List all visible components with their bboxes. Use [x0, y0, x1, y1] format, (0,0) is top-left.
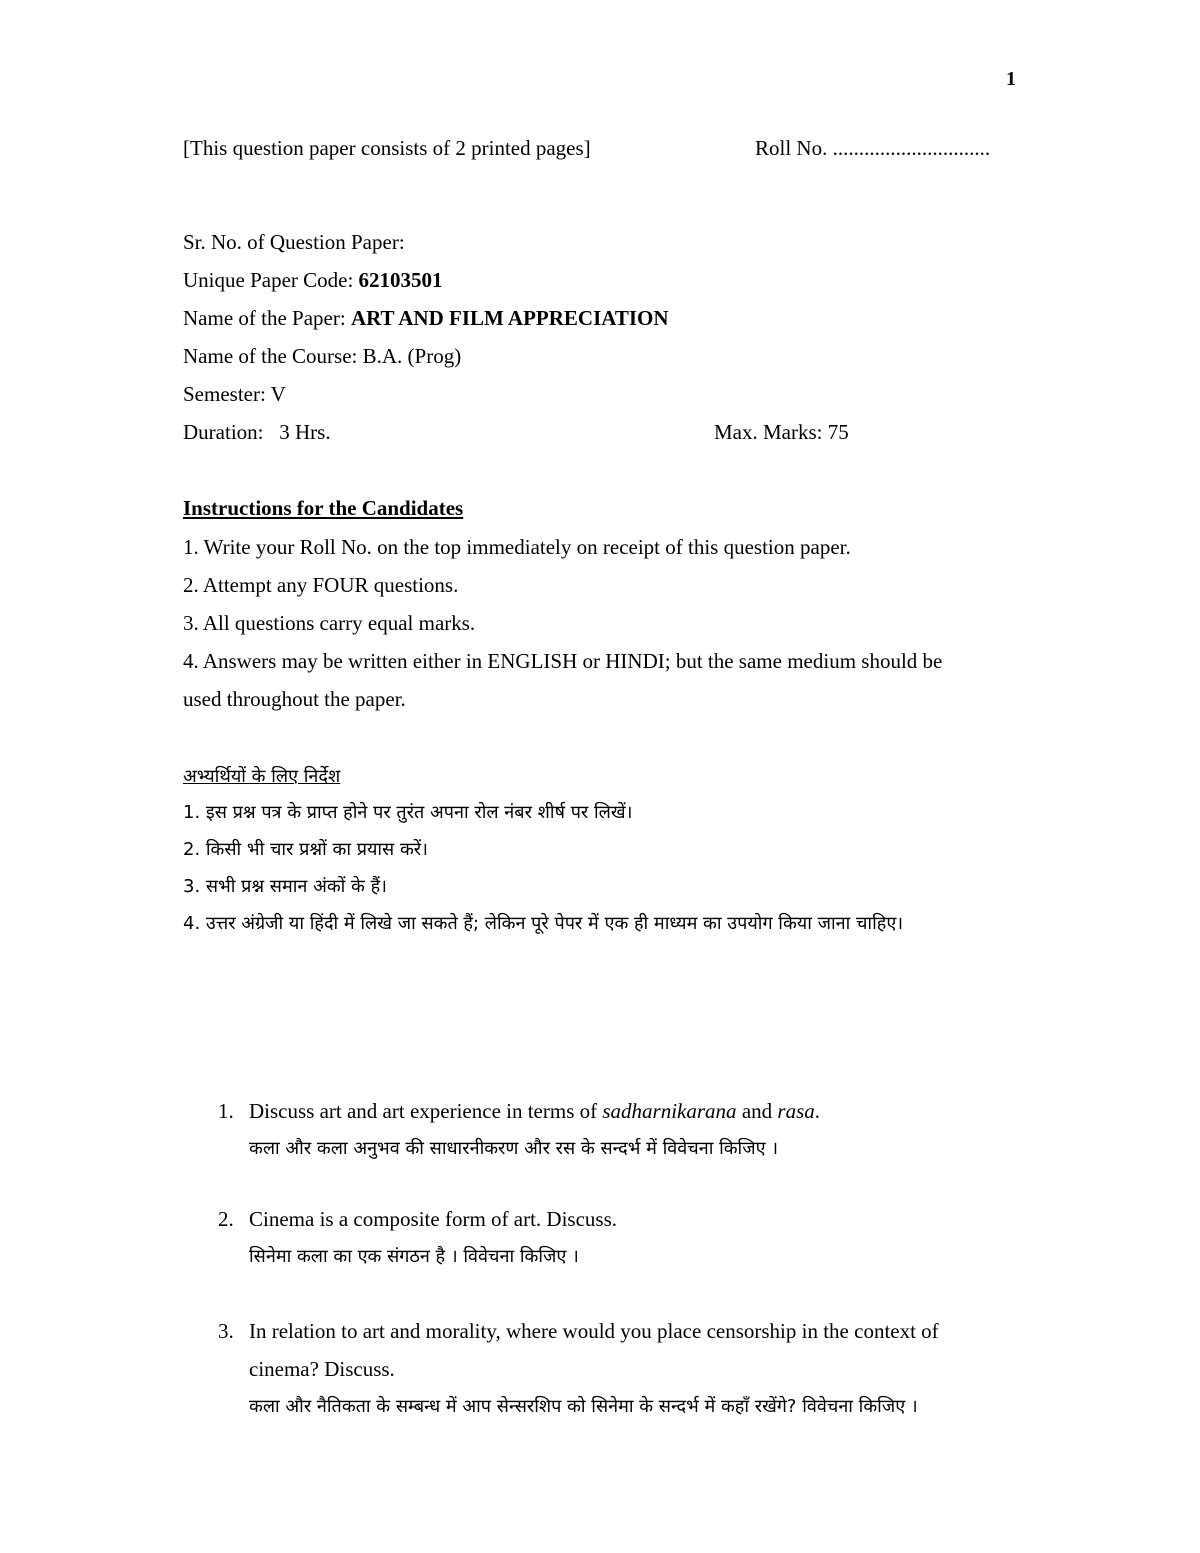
roll-no: Roll No. .............................. [755, 136, 991, 160]
paper-value: ART AND FILM APPRECIATION [350, 306, 669, 330]
question-3-en-line1: In relation to art and morality, where would you place censorship in the context of [249, 1319, 939, 1343]
question-1-number: 1. [218, 1099, 234, 1123]
upc-value: 62103501 [358, 268, 443, 292]
question-3-en-line2: cinema? Discuss. [249, 1357, 395, 1381]
semester: Semester: V [183, 382, 286, 406]
question-2-number: 2. [218, 1207, 234, 1231]
q1-term-sadharnikarana: sadharnikarana [602, 1099, 737, 1123]
question-1-hi: कला और कला अनुभव की साधारनीकरण और रस के सन्दर्भ में विवेचना किजिए । [249, 1138, 779, 1159]
instructions-heading-en: Instructions for the Candidates [183, 496, 464, 520]
q1-text-c: and [736, 1099, 778, 1123]
question-3-hi: कला और नैतिकता के सम्बन्ध में आप सेन्सरशिप को सिनेमा के सन्दर्भ में कहाँ रखेंगे? विवेचना किजिए । [249, 1396, 918, 1417]
page-number: 1 [1006, 68, 1016, 90]
instruction-en-3: 3. All questions carry equal marks. [183, 611, 476, 635]
duration: Duration: 3 Hrs. [183, 420, 331, 444]
q1-text-e: . [814, 1099, 820, 1123]
q1-text-a: Discuss art and art experience in terms of [249, 1099, 603, 1123]
unique-paper-code [183, 268, 443, 293]
pages-note: [This question paper consists of 2 printed pages] [183, 136, 591, 160]
instruction-en-2: 2. Attempt any FOUR questions. [183, 573, 459, 597]
instruction-hi-2: 2. किसी भी चार प्रश्नों का प्रयास करें। [183, 839, 428, 860]
upc-label: Unique Paper Code: [183, 268, 359, 292]
instruction-hi-3: 3. सभी प्रश्न समान अंकों के हैं। [183, 876, 387, 897]
question-1-en [249, 1099, 820, 1124]
instruction-hi-4: 4. उत्तर अंग्रेजी या हिंदी में लिखे जा सकते हैं; लेकिन पूरे पेपर में एक ही माध्यम का उपयोग किया जाना चाहिए। [183, 913, 904, 934]
instruction-en-4-cont: used throughout the paper. [183, 687, 406, 711]
question-2-hi: सिनेमा कला का एक संगठन है । विवेचना किजिए । [249, 1246, 579, 1267]
paper-name [183, 306, 669, 331]
instruction-en-1: 1. Write your Roll No. on the top immediately on receipt of this question paper. [183, 535, 851, 559]
sr-no-label: Sr. No. of Question Paper: [183, 230, 405, 254]
instructions-heading-hi: अभ्यर्थियों के लिए निर्देश [183, 766, 341, 787]
course-name: Name of the Course: B.A. (Prog) [183, 344, 462, 368]
question-2-en: Cinema is a composite form of art. Discuss. [249, 1207, 618, 1231]
paper-label: Name of the Paper: [183, 306, 351, 330]
q1-term-rasa: rasa [777, 1099, 815, 1123]
instruction-hi-1: 1. इस प्रश्न पत्र के प्राप्त होने पर तुरंत अपना रोल नंबर शीर्ष पर लिखें। [183, 802, 633, 823]
instruction-en-4: 4. Answers may be written either in ENGLISH or HINDI; but the same medium should be [183, 649, 943, 673]
max-marks: Max. Marks: 75 [714, 420, 849, 444]
question-3-number: 3. [218, 1319, 234, 1343]
